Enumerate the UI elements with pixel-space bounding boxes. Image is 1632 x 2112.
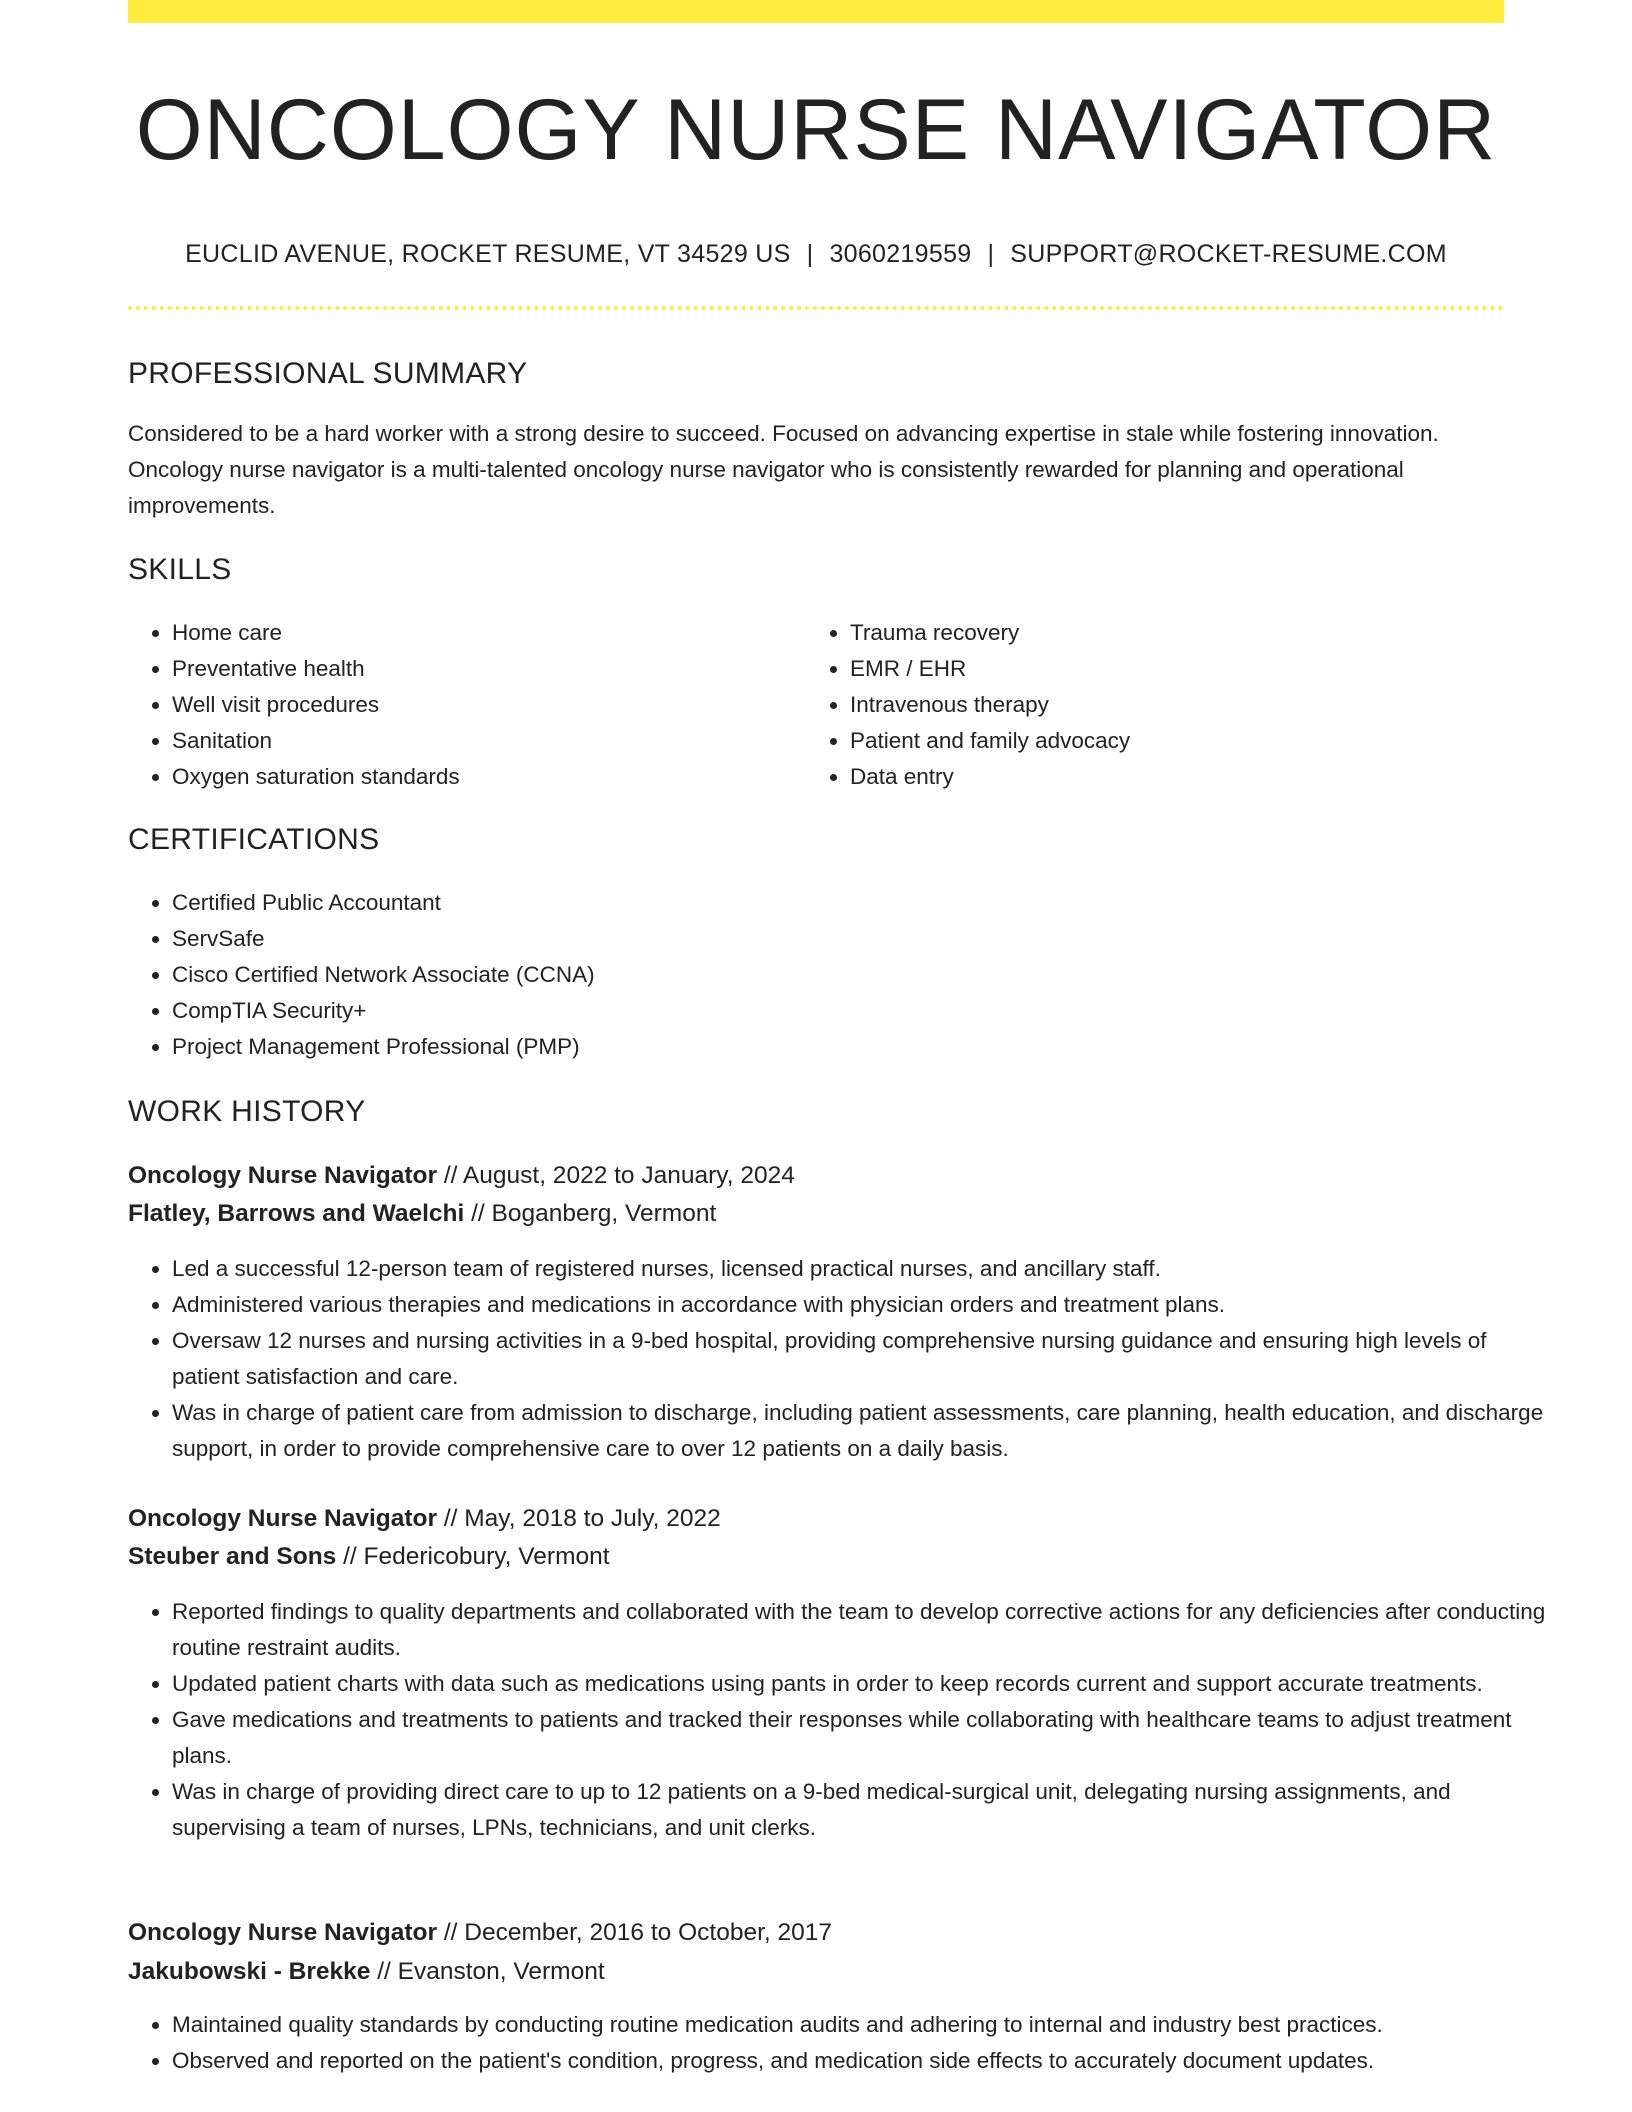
job-company-line — [128, 1538, 610, 1576]
list-item: • Gave medications and treatments to patients and tracked their responses while collaborating with healthcare teams to adjust treatment plans. — [172, 1702, 1548, 1774]
skills-heading: SKILLS — [128, 553, 232, 586]
list-item: • Preventative health — [172, 651, 792, 687]
contact-separator: | — [987, 240, 995, 268]
list-item: • Patient and family advocacy — [850, 723, 1500, 759]
contact-phone: 3060219559 — [829, 240, 972, 268]
contact-email: SUPPORT@ROCKET-RESUME.COM — [1010, 240, 1447, 268]
job-bullets — [128, 2007, 1548, 2079]
list-item: • Intravenous therapy — [850, 687, 1500, 723]
list-item: • ServSafe — [172, 921, 1472, 957]
job-title-line — [128, 1157, 795, 1195]
list-item: • Certified Public Accountant — [172, 885, 1472, 921]
list-item: • Maintained quality standards by conducting routine medication audits and adhering to internal and industry best practices. — [172, 2007, 1548, 2043]
job-location: // Federicobury, Vermont — [336, 1543, 610, 1570]
job-role: Oncology Nurse Navigator — [128, 1162, 438, 1189]
list-item: • Oxygen saturation standards — [172, 759, 792, 795]
job-role: Oncology Nurse Navigator — [128, 1505, 438, 1532]
job-company-line — [128, 1953, 605, 1991]
summary-text: Considered to be a hard worker with a strong desire to succeed. Focused on advancing expertise in stale while fostering innovation. Oncology nurse navigator is a multi-talented oncology nurse navigator who is consistently rewarded for planning and operational improvements. — [128, 421, 1439, 518]
list-item: • Reported findings to quality departments and collaborated with the team to develop corrective actions for any deficiencies after conducting routine restraint audits. — [172, 1594, 1548, 1666]
job-title-line — [128, 1500, 721, 1538]
list-item: • Oversaw 12 nurses and nursing activities in a 9-bed hospital, providing comprehensive nursing guidance and ensuring high levels of patient satisfaction and care. — [172, 1323, 1548, 1395]
job-bullets — [128, 1251, 1548, 1467]
work-history-heading: WORK HISTORY — [128, 1095, 366, 1128]
skills-list-right — [806, 615, 1500, 795]
list-item: • Led a successful 12-person team of registered nurses, licensed practical nurses, and ancillary staff. — [172, 1251, 1548, 1287]
certifications-heading: CERTIFICATIONS — [128, 823, 380, 856]
dotted-divider — [128, 306, 1504, 310]
list-item: • Was in charge of providing direct care to up to 12 patients on a 9-bed medical-surgical unit, delegating nursing assignments, and supervising a team of nurses, LPNs, technicians, and unit clerks. — [172, 1774, 1548, 1846]
job-bullets — [128, 1594, 1548, 1846]
job-company: Flatley, Barrows and Waelchi — [128, 1200, 465, 1227]
list-item: • Trauma recovery — [850, 615, 1500, 651]
list-item: • Updated patient charts with data such as medications using pants in order to keep records current and support accurate treatments. — [172, 1666, 1548, 1702]
job-title-line — [128, 1914, 832, 1952]
list-item: • Project Management Professional (PMP) — [172, 1029, 1472, 1065]
list-item: • Sanitation — [172, 723, 792, 759]
job-role: Oncology Nurse Navigator — [128, 1919, 438, 1946]
list-item: • EMR / EHR — [850, 651, 1500, 687]
list-item: • Observed and reported on the patient's condition, progress, and medication side effects to accurately document updates. — [172, 2043, 1548, 2079]
list-item: • Administered various therapies and medications in accordance with physician orders and treatment plans. — [172, 1287, 1548, 1323]
summary-heading: PROFESSIONAL SUMMARY — [128, 357, 528, 390]
job-location: // Boganberg, Vermont — [464, 1200, 717, 1227]
page-title: ONCOLOGY NURSE NAVIGATOR — [135, 82, 1497, 178]
accent-bar — [128, 0, 1504, 23]
contact-line — [128, 236, 1504, 272]
certifications-list — [128, 885, 1472, 1065]
skills-list-left — [128, 615, 792, 795]
job-location: // Evanston, Vermont — [370, 1958, 605, 1985]
list-item: • Well visit procedures — [172, 687, 792, 723]
job-dates: // August, 2022 to January, 2024 — [437, 1162, 795, 1189]
job-company-line — [128, 1195, 716, 1233]
job-dates: // December, 2016 to October, 2017 — [437, 1919, 833, 1946]
job-dates: // May, 2018 to July, 2022 — [437, 1505, 721, 1532]
resume-page — [128, 0, 1546, 2073]
list-item: • Home care — [172, 615, 792, 651]
list-item: • Was in charge of patient care from admission to discharge, including patient assessments, care planning, health education, and discharge support, in order to provide comprehensive care to over 12 patients on a daily basis. — [172, 1395, 1548, 1467]
list-item: • Cisco Certified Network Associate (CCNA) — [172, 957, 1472, 993]
job-company: Steuber and Sons — [128, 1543, 337, 1570]
list-item: • CompTIA Security+ — [172, 993, 1472, 1029]
contact-address: EUCLID AVENUE, ROCKET RESUME, VT 34529 US — [185, 240, 791, 268]
job-company: Jakubowski - Brekke — [128, 1958, 371, 1985]
contact-separator: | — [806, 240, 814, 268]
list-item: • Data entry — [850, 759, 1500, 795]
